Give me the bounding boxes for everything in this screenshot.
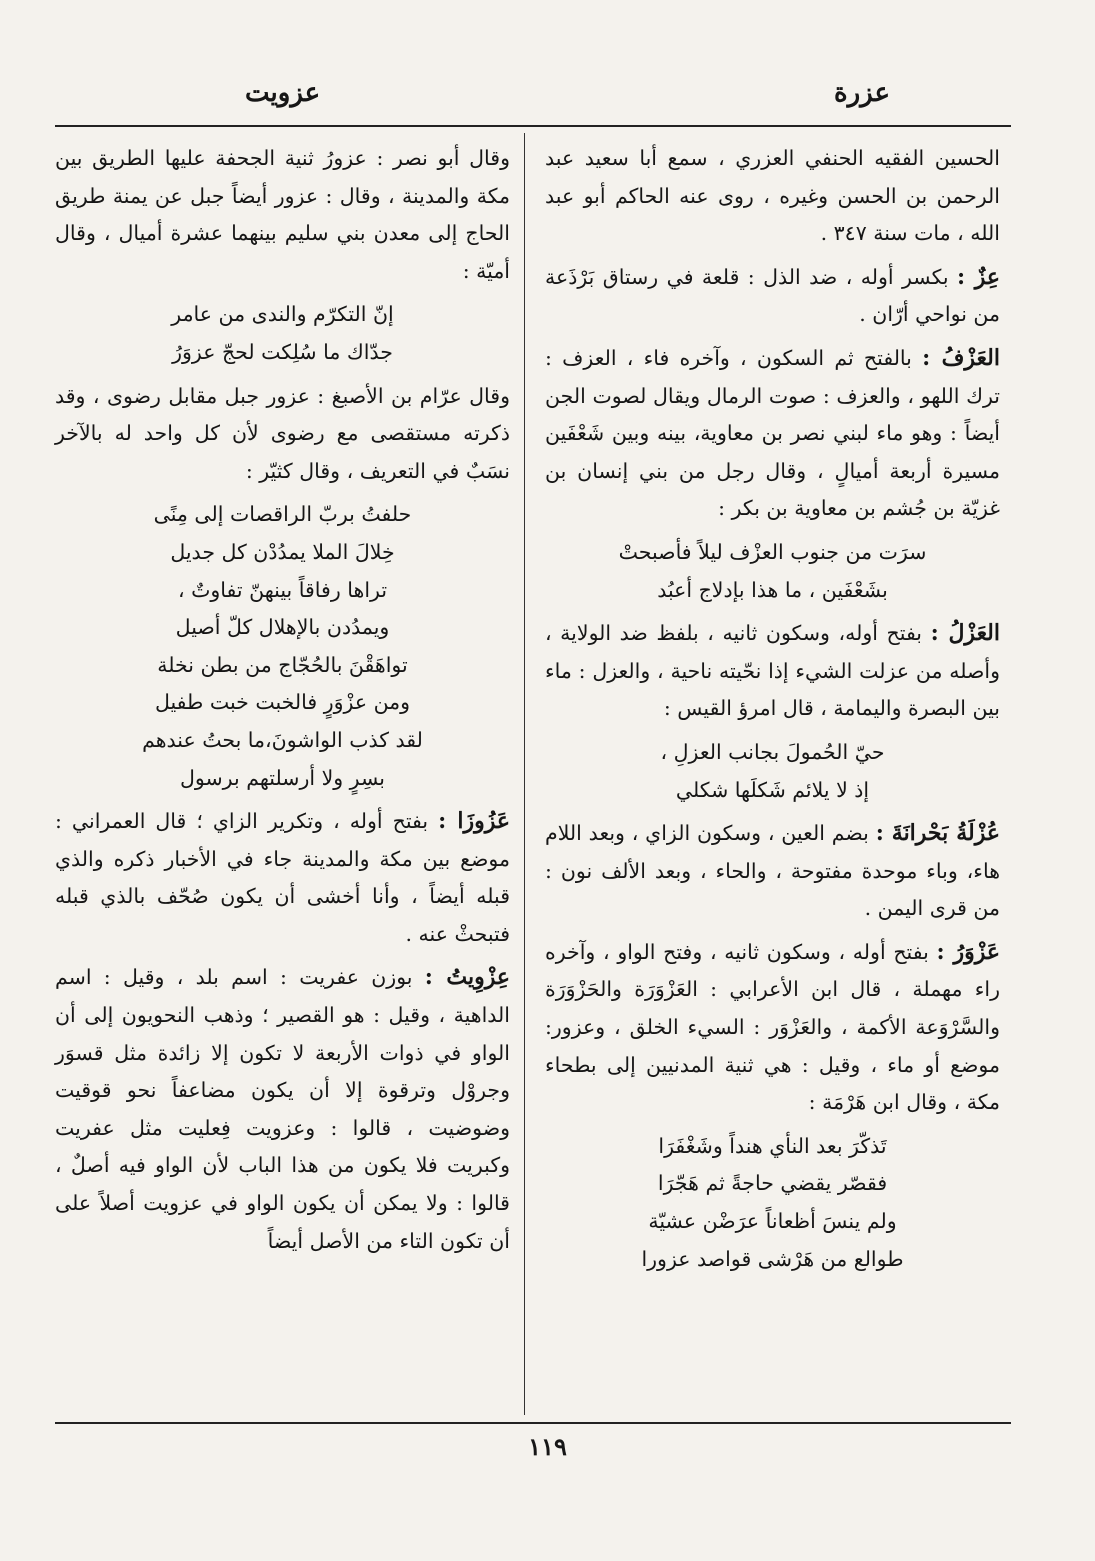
verse-line: طوالع من هَرْشى قواصد عزورا xyxy=(641,1246,904,1271)
verse-line: حيّ الحُمولَ بجانب العزلِ ، xyxy=(660,739,885,764)
entry-paragraph xyxy=(55,140,510,290)
dictionary-entry xyxy=(545,340,1000,528)
top-rule xyxy=(55,125,1011,127)
dictionary-entry xyxy=(55,803,510,953)
verse-line: سرَت من جنوب العزْف ليلاً فأصبحتْ xyxy=(618,539,927,564)
running-header-left: عزويت xyxy=(245,78,321,108)
verse-line: تَذكّرَ بعد النأي هنداً وشَغْفَرَا xyxy=(658,1133,887,1158)
verse-line: بسِرٍ ولا أرسلتهم برسول xyxy=(180,765,385,790)
verse-line: بشَعْفَين ، ما هذا بإدلاج أعبُد xyxy=(657,577,888,602)
verse-block xyxy=(55,296,510,371)
entry-text: بالفتح ثم السكون ، وآخره فاء ، العزف : ترك اللهو ، والعزف : صوت الرمال ويقال لصوت الجن أيضاً : وهو ماء لبني نصر بن معاوية، بينه وبين شَعْفَين مسيرة أربعة أميالٍ ، وقال رجل من بني إنسان بن غزيّة بن جُشم بن معاوية بن بكر : xyxy=(545,345,1000,521)
dictionary-entry xyxy=(545,934,1000,1122)
page-number: ١١٩ xyxy=(528,1432,567,1461)
verse-line: تراها رفاقاً بينهنّ تفاوتٌ ، xyxy=(177,577,388,602)
entry-text: بكسر أوله ، ضد الذل : قلعة في رستاق بَرْذَعة من نواحي أرّان . xyxy=(545,264,1000,327)
entry-headword: عُزْلَةُ بَحْرانَةَ : xyxy=(875,820,1000,847)
entry-text: بضم العين ، وسكون الزاي ، وبعد اللام هاء، وباء موحدة مفتوحة ، والحاء ، وبعد الألف نون : من قرى اليمن . xyxy=(545,821,1000,921)
verse-block xyxy=(55,496,510,797)
entry-text: بوزن عفريت : اسم بلد ، وقيل : اسم الداهية ، وقيل : هو القصير ؛ وذهب النحويون إلى أن الواو في ذوات الأربعة لا تكون إلا زائدة مثل قسوَر وجروْل وترقوة إلا أن يكون مضاعفاً نحو قوقيت وضوضيت ، قالوا : وعزويت فِعليت مثل عفريت وكبريت فلا يكون من هذا الباب لأن الواو فيه أصلٌ ، قالوا : ولا يمكن أن يكون الواو في عزويت أصلاً على أن تكون التاء من الأصل أيضاً xyxy=(55,965,510,1253)
verse-block xyxy=(545,1128,1000,1278)
verse-line: ومن عزْوَرٍ فالخبت خبت طفيل xyxy=(154,690,411,715)
dictionary-entry xyxy=(545,259,1000,334)
right-column xyxy=(545,140,1000,1284)
left-column xyxy=(55,140,510,1266)
entry-paragraph xyxy=(545,140,1000,253)
entry-headword: العَزْلُ : xyxy=(930,620,1000,647)
verse-line: خِلالَ الملا يمدُدْن كل جديل xyxy=(170,539,395,564)
entry-text: بفتح أوله ، وسكون ثانيه ، وفتح الواو ، وآخره راء مهملة ، قال ابن الأعرابي : العَزْوَرَة والحَزْوَرَة والسَّرْوَعة الأكمة ، والعَزْوَر : السيء الخلق ، وعزور: موضع أو ماء ، وقيل : هي ثنية المدنيين إلى بطحاء مكة ، وقال ابن هَرْمَة : xyxy=(545,939,1000,1115)
entry-text: الحسين الفقيه الحنفي العزري ، سمع أبا سعيد عبد الرحمن بن الحسن وغيره ، روى عنه الحاكم أبو عبد الله ، مات سنة ٣٤٧ . xyxy=(545,146,1000,246)
verse-line: حلفتُ بربّ الراقصات إلى مِنًى xyxy=(153,502,412,527)
entry-headword: عَزْوَرُ : xyxy=(936,938,1000,965)
entry-headword: عِزٌ : xyxy=(957,263,1000,290)
entry-headword: العَزْفُ : xyxy=(922,344,1000,371)
bottom-rule xyxy=(55,1422,1011,1424)
verse-line: ولم ينسَ أظعاناً عرَضْن عشيّة xyxy=(648,1209,897,1234)
dictionary-entry xyxy=(545,815,1000,928)
verse-line: إنّ التكرّم والندى من عامر xyxy=(171,302,394,327)
verse-block xyxy=(545,734,1000,809)
entry-headword: عَزُوزَا : xyxy=(438,808,511,835)
column-separator xyxy=(524,133,525,1415)
entry-text: بفتح أوله ، وتكرير الزاي ؛ قال العمراني : موضع بين مكة والمدينة جاء في الأخبار ذكره والذي قبله أيضاً ، وأنا أخشى أن يكون صُحّف بالذي قبله فتبحثْ عنه . xyxy=(55,809,510,946)
dictionary-entry xyxy=(545,615,1000,728)
verse-line: تواهَقْنَ بالحُجّاج من بطن نخلة xyxy=(157,652,408,677)
verse-line: لقد كذب الواشونَ،ما بحتُ عندهم xyxy=(142,727,423,752)
verse-line: ويمدُدن بالإهلال كلّ أصيل xyxy=(175,615,390,640)
verse-line: إذ لا يلائم شَكلَها شكلي xyxy=(675,777,870,802)
dictionary-entry xyxy=(55,959,510,1260)
verse-line: فقصّر يقضي حاجةً ثم هَجّرَا xyxy=(657,1171,888,1196)
entry-text: وقال أبو نصر : عزورُ ثنية الجحفة عليها الطريق بين مكة والمدينة ، وقال : عزور أيضاً جبل عن يمنة طريق الحاج إلى معدن بني سليم بينهما عشرة أميال ، وقال أميّة : xyxy=(55,146,510,283)
running-header-right: عزرة xyxy=(833,78,890,108)
entry-text: بفتح أوله، وسكون ثانيه ، بلفظ ضد الولاية ، وأصله من عزلت الشيء إذا نحّيته ناحية ، والعزل : ماء بين البصرة واليمامة ، قال امرؤ القيس : xyxy=(545,621,1000,721)
entry-headword: عِزْوِيتُ : xyxy=(424,964,510,991)
verse-block xyxy=(545,534,1000,609)
entry-text: وقال عرّام بن الأصبغ : عزور جبل مقابل رضوى ، وقد ذكرته مستقصى مع رضوى لأن كل واحد له بالآخر نسَبٌ في التعريف ، وقال كثيّر : xyxy=(55,383,510,483)
verse-line: جدّاك ما سُلِكت لحجّ عزوَرُ xyxy=(172,339,393,364)
entry-paragraph xyxy=(55,378,510,491)
